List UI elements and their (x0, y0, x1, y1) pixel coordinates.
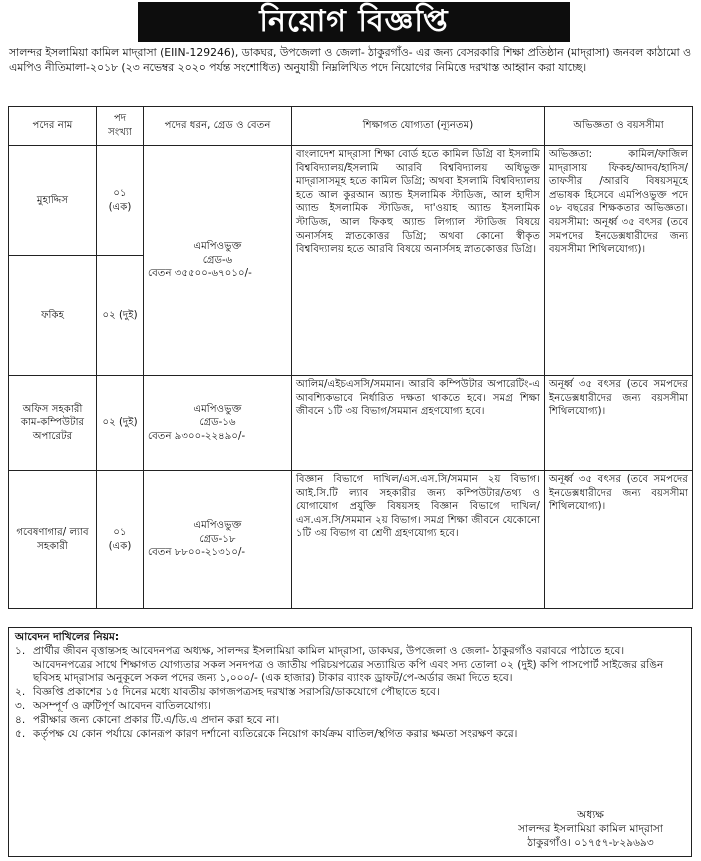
experience-cell: অনূর্ধ্ব ৩৫ বৎসর (তবে সমপদের ইনডেক্সধারীদের জন্য বয়সসীমা শিথিলযোগ্য)। (545, 376, 693, 471)
rule-number: ২. (15, 686, 26, 699)
post-name: গবেষণাগার/ ল্যাব সহকারী (9, 471, 97, 609)
grade-level: গ্রেড-১৬ (199, 417, 236, 429)
grade-type: এমপিওভুক্ত (193, 403, 242, 415)
post-count: ০২ (দুই) (97, 256, 144, 376)
post-name: মুহাদ্দিস (9, 146, 97, 256)
salary-scale: বেতন ৩৫৫০০-৬৭০১০/- (148, 268, 252, 280)
signature-contact: ঠাকুরগাঁও। ০১৭৫৭-৮২৯৬৯৩ (527, 837, 654, 849)
grade-level: গ্রেড-৬ (202, 254, 233, 266)
salary-scale: বেতন ৮৮০০-২১৩১০/- (148, 547, 246, 559)
application-rules (8, 627, 692, 857)
header-post: পদের নাম (9, 107, 97, 146)
rule-number: ৪. (15, 713, 26, 726)
signature-block (518, 808, 663, 850)
grade-salary-cell (144, 376, 292, 471)
header-count: পদ সংখ্যা (97, 107, 144, 146)
grade-salary-cell (144, 146, 292, 376)
rule-item (15, 714, 685, 728)
header-qualification: শিক্ষাগত যোগ্যতা (ন্যূনতম) (292, 107, 545, 146)
table-header-row (9, 107, 693, 146)
rule-text: প্রার্থীর জীবন বৃত্তান্তসহ আবেদনপত্র অধ্যক্ষ, সালন্দর ইসলামিয়া কামিল মাদ্‌রাসা, ডাকঘর, উপজেলা ও জেলা- ঠাকুরগাঁও বরাবরে পাঠাতে হবে। আবেদনপত্রের সাথে শিক্ষাগত যোগ্যতার সকল সনদপত্র ও জাতীয় পরিচয়পত্রের সত্যায়িত কপি এবং সদ্য তোলা ০২ (দুই) কপি পাসপোর্ট সাইজের রঙিন ছবিসহ মাদ্‌রাসার অনুকূলে সকল পদের জন্য ১,০০০/- (এক হাজার) টাকার ব্যাংক ড্রাফট/পে-অর্ডার জমা দিতে হবে। (33, 644, 664, 685)
rule-text: অসম্পূর্ণ ও ত্রুটিপূর্ণ আবেদন বাতিলযোগ্য। (33, 699, 211, 712)
grade-type: এমপিওভুক্ত (193, 241, 242, 253)
rule-text: কর্তৃপক্ষ যে কোন পর্যায়ে কোনরূপ কারণ দর্শানো ব্যতিরেকে নিয়োগ কার্যক্রম বাতিল/স্থগিত করার ক্ষমতা সংরক্ষণ করে। (33, 727, 518, 740)
header-experience: অভিজ্ঞতা ও বয়সসীমা (545, 107, 693, 146)
rule-number: ৫. (15, 727, 26, 740)
vacancy-table (8, 106, 693, 609)
page-title: নিয়োগ বিজ্ঞপ্তি (138, 2, 570, 42)
header-grade: পদের ধরন, গ্রেড ও বেতন (144, 107, 292, 146)
grade-salary-cell (144, 471, 292, 609)
rule-item (15, 700, 685, 714)
table-row (9, 146, 693, 256)
grade-level: গ্রেড-১৮ (199, 533, 236, 545)
post-name: অফিস সহকারী কাম-কম্পিউটার অপারেটর (9, 376, 97, 471)
experience-cell: অভিজ্ঞতা: কামিল/ফাজিল মাদ্‌রাসায় ফিকহ/আদব/হাদিস/তাফসীর /আরবি বিষয়সমূহে প্রভাষক হিসেবে এমপিওভুক্ত পদে ০৮ বছরের শিক্ষকতার অভিজ্ঞতা। বয়সসীমা: অনূর্ধ্ব ৩৫ বৎসর (তবে সমপদের ইনডেক্সধারীদের জন্য বয়সসীমা শিথিলযোগ্য)। (545, 146, 693, 376)
grade-type: এমপিওভুক্ত (193, 520, 242, 532)
rules-heading: আবেদন দাখিলের নিয়ম: (15, 631, 120, 643)
rule-item (15, 728, 685, 742)
rule-item (15, 686, 685, 700)
signature-title: অধ্যক্ষ (577, 809, 604, 821)
table-row (9, 376, 693, 471)
salary-scale: বেতন ৯৩০০-২২৪৯০/- (148, 430, 246, 442)
experience-cell: অনূর্ধ্ব ৩৫ বৎসর (তবে সমপদের ইনডেক্সধারীদের জন্য বয়সসীমা শিথিলযোগ্য)। (545, 471, 693, 609)
post-name: ফকিহ (9, 256, 97, 376)
post-count: ০১ (এক) (97, 146, 144, 256)
qualification-cell: বাংলাদেশ মাদ্‌রাসা শিক্ষা বোর্ড হতে কামিল ডিগ্রি বা ইসলামি বিশ্ববিদ্যালয়/ইসলামি আরবি বিশ্ববিদ্যালয় অধিভুক্ত মাদ্‌রাসাসমূহ হতে কামিল ডিগ্রি; অথবা ইসলামি বিশ্ববিদ্যালয় হতে আল কুরআন অ্যান্ড ইসলামিক স্টাডিজ, আল হাদীস অ্যান্ড ইসলামিক স্টাডিজ, দা'ওয়াহ অ্যান্ড ইসলামিক স্টাডিজ, আল ফিকহু অ্যান্ড লিগ্যাল স্টাডিজ বিষয়ে অনার্সসহ স্নাতকোত্তর ডিগ্রি; অথবা কোনো স্বীকৃত বিশ্ববিদ্যালয় হতে আরবি বিষয়ে অনার্সসহ স্নাতকোত্তর ডিগ্রি। (292, 146, 545, 376)
rule-text: বিজ্ঞপ্তি প্রকাশের ১৫ দিনের মধ্যে যাবতীয় কাগজপত্রসহ দরখাস্ত সরাসরি/ডাকযোগে পৌছাতে হবে। (33, 686, 440, 699)
rule-number: ১. (15, 644, 26, 657)
qualification-cell: আলিম/এইচএসসি/সমমান। আরবি কম্পিউটার অপারেটিং-এ আবশ্যিকভাবে নির্ধারিত দক্ষতা থাকতে হবে। সমগ্র শিক্ষা জীবনে ১টি ৩য় বিভাগ/সমমান গ্রহণযোগ্য হবে। (292, 376, 545, 471)
rule-text: পরীক্ষার জন্য কোনো প্রকার টি.এ/ডি.এ প্রদান করা হবে না। (33, 713, 280, 726)
rule-item (15, 645, 685, 686)
qualification-cell: বিজ্ঞান বিভাগে দাখিল/এস.এস.সি/সমমান ২য় বিভাগ। আই.সি.টি ল্যাব সহকারীর জন্য কম্পিউটার/তথ্য ও যোগাযোগ প্রযুক্তি বিষয়সহ বিজ্ঞান বিভাগে দাখিল/এস.এস.সি/সমমান ২য় বিভাগ। সমগ্র শিক্ষা জীবনে যেকোনো ১টি ৩য় বিভাগ বা শ্রেণী গ্রহণযোগ্য হবে। (292, 471, 545, 609)
intro-paragraph: সালন্দর ইসলামিয়া কামিল মাদ্‌রাসা (EIIN-129246), ডাকঘর, উপজেলা ও জেলা- ঠাকুরগাঁও- এর জন্য বেসরকারি শিক্ষা প্রতিষ্ঠান (মাদ্‌রাসা) জনবল কাঠামো ও এমপিও নীতিমালা-২০১৮ (২৩ নভেম্বর ২০২০ পর্যন্ত সংশোধিত) অনুযায়ী নিম্নলিখিত পদে নিয়োগের নিমিত্তে দরখাস্ত আহ্বান করা যাচ্ছে। (9, 46, 691, 74)
rule-number: ৩. (15, 699, 26, 712)
table-row (9, 471, 693, 609)
post-count: ০১ (এক) (97, 471, 144, 609)
signature-institution: সালন্দর ইসলামিয়া কামিল মাদ্‌রাসা (518, 823, 663, 835)
post-count: ০২ (দুই) (97, 376, 144, 471)
